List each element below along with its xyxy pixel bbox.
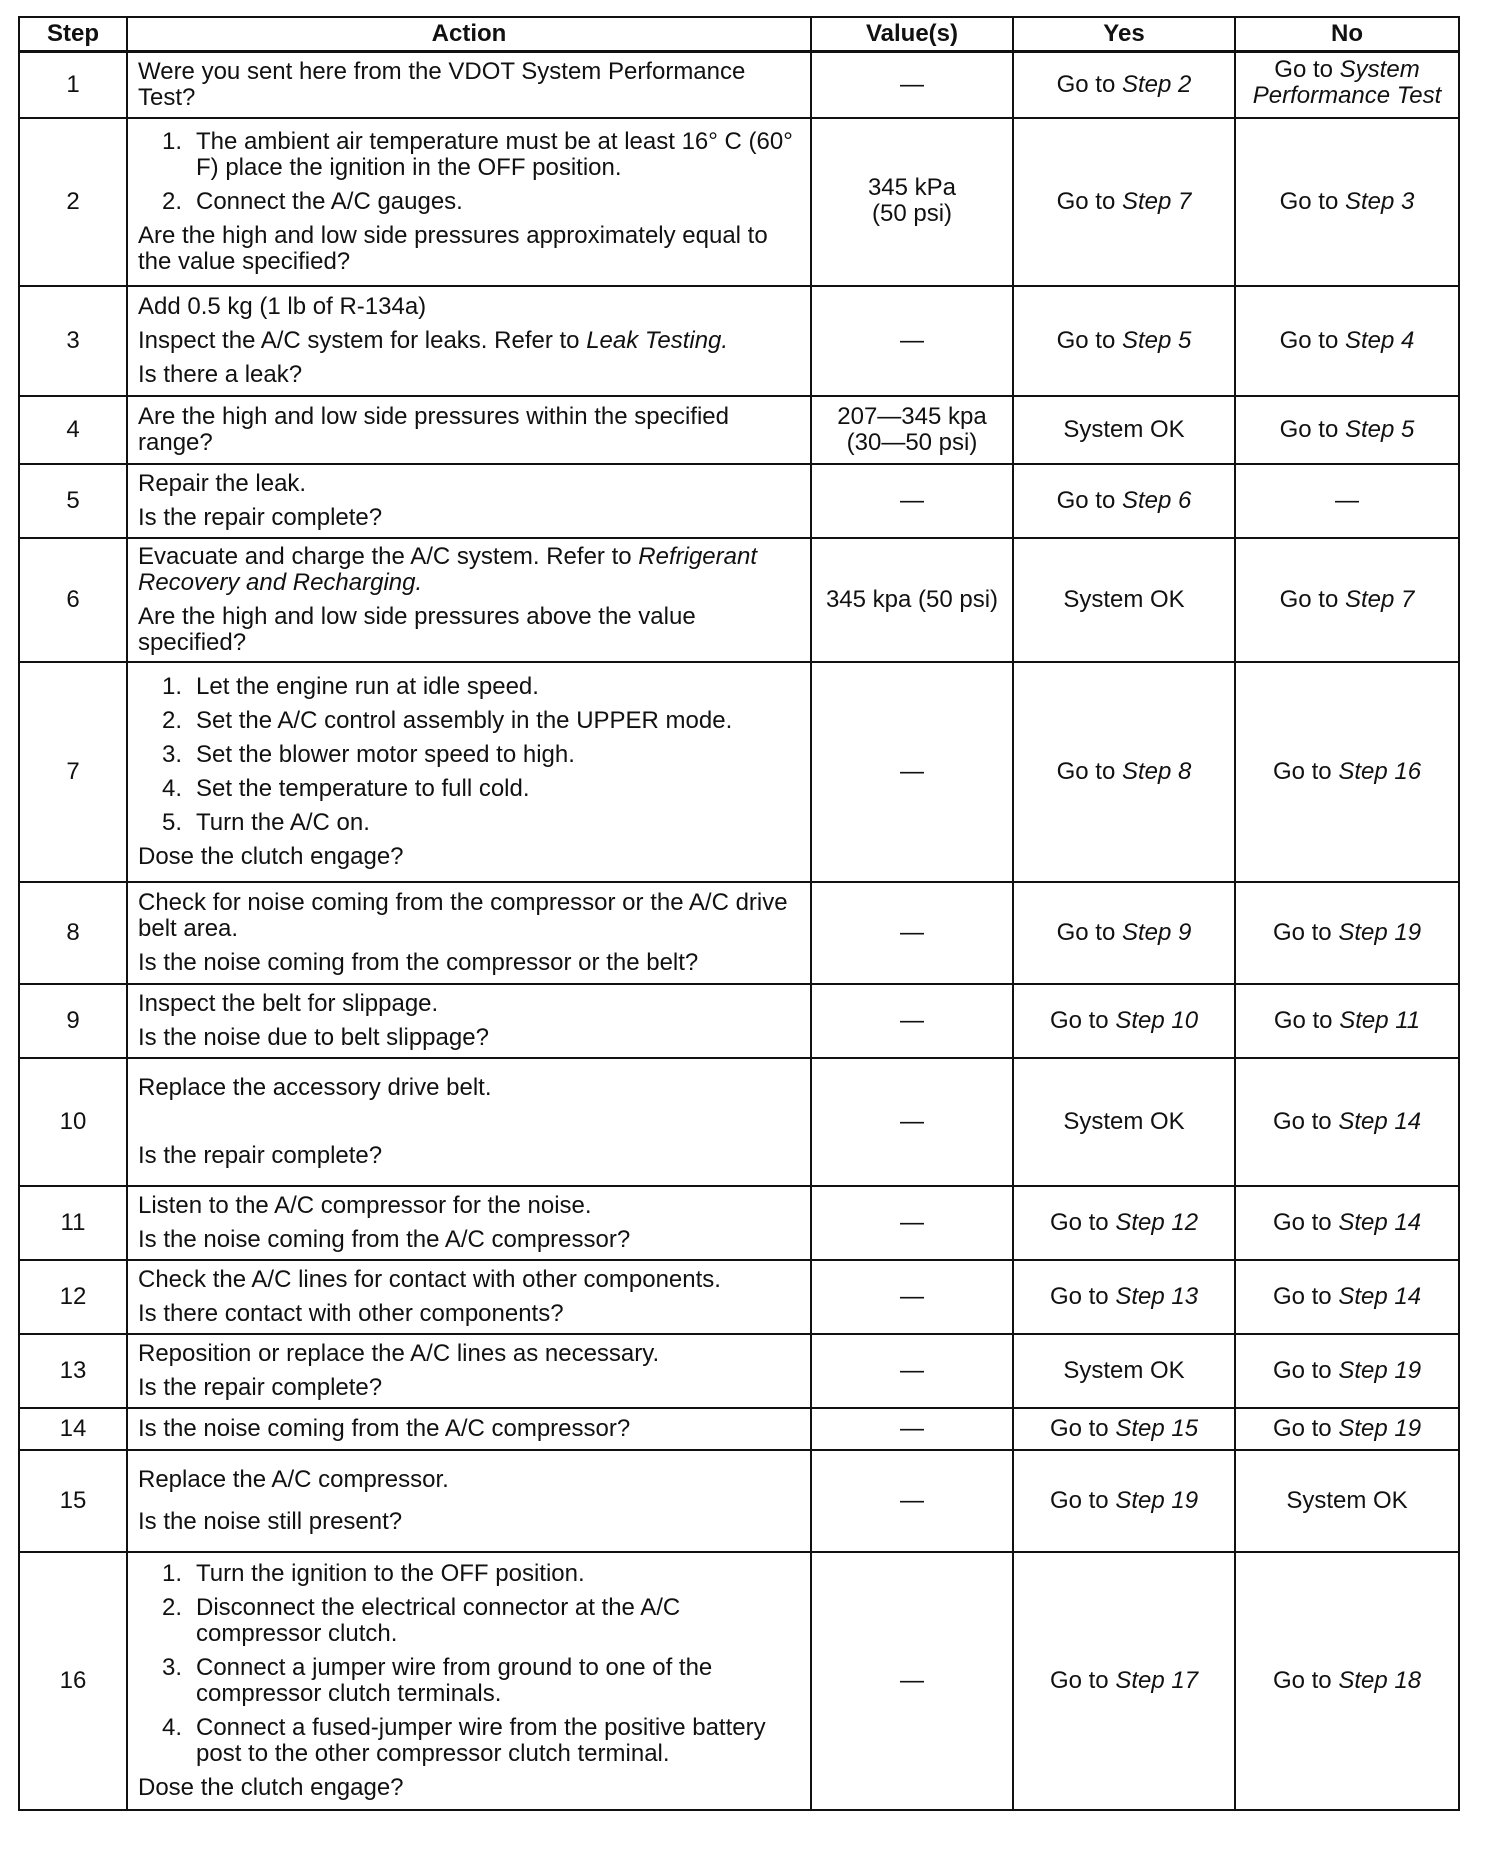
step-link: Step 19 xyxy=(1338,1414,1422,1442)
step-no xyxy=(1235,1058,1459,1186)
step-link: Step 17 xyxy=(1115,1666,1199,1694)
goto-prefix: Go to xyxy=(1272,918,1339,946)
step-link: Step 8 xyxy=(1121,757,1192,785)
step-value: — xyxy=(811,1334,1013,1408)
goto-prefix: Go to xyxy=(1049,1208,1116,1236)
action-text: Check for noise coming from the compressor or the A/C drive belt area. xyxy=(138,888,788,942)
list-item xyxy=(138,776,800,802)
goto-prefix: Go to xyxy=(1273,1006,1340,1034)
table-row xyxy=(19,1450,1459,1552)
step-number: 6 xyxy=(19,538,127,662)
question-text: Is there a leak? xyxy=(138,360,303,388)
step-value: — xyxy=(811,1408,1013,1450)
step-action xyxy=(127,286,811,396)
question-text: Are the high and low side pressures within the specified range? xyxy=(138,402,729,456)
list-item xyxy=(138,810,800,836)
step-link: Step 16 xyxy=(1338,757,1422,785)
step-yes xyxy=(1013,1260,1235,1334)
question-text: Is the repair complete? xyxy=(138,1141,383,1169)
goto-prefix: Go to xyxy=(1279,415,1345,443)
step-action xyxy=(127,464,811,538)
action-text xyxy=(138,544,800,596)
step-link: Step 15 xyxy=(1115,1414,1199,1442)
table-row xyxy=(19,1186,1459,1260)
goto-prefix: Go to xyxy=(1279,585,1345,613)
step-yes xyxy=(1013,662,1235,882)
goto-prefix: Go to xyxy=(1272,1107,1339,1135)
step-no xyxy=(1235,52,1459,118)
step-action xyxy=(127,52,811,118)
action-text: Were you sent here from the VDOT System Performance Test? xyxy=(138,57,746,111)
step-value: — xyxy=(811,52,1013,118)
header-step: Step xyxy=(19,17,127,52)
step-no xyxy=(1235,1260,1459,1334)
item-number: 5. xyxy=(162,808,183,836)
table-row xyxy=(19,396,1459,464)
step-action xyxy=(127,984,811,1058)
step-value: — xyxy=(811,1552,1013,1810)
value-line: 345 kPa xyxy=(867,173,957,201)
diagnostic-table xyxy=(18,16,1460,1811)
list-item xyxy=(138,1715,800,1767)
step-value: — xyxy=(811,1260,1013,1334)
goto-prefix: Go to xyxy=(1056,70,1122,98)
step-value xyxy=(811,396,1013,464)
step-no xyxy=(1235,1334,1459,1408)
step-action xyxy=(127,1450,811,1552)
step-number: 1 xyxy=(19,52,127,118)
spacer xyxy=(138,1109,800,1143)
step-number: 16 xyxy=(19,1552,127,1810)
list-item xyxy=(138,1655,800,1707)
step-number: 13 xyxy=(19,1334,127,1408)
item-text: Connect a fused-jumper wire from the positive battery post to the other compressor clutch terminal. xyxy=(196,1713,766,1767)
table-row xyxy=(19,662,1459,882)
table-row xyxy=(19,1058,1459,1186)
step-action xyxy=(127,882,811,984)
goto-prefix: Go to xyxy=(1056,326,1122,354)
question-text: Dose the clutch engage? xyxy=(138,842,404,870)
table-row xyxy=(19,464,1459,538)
goto-prefix: Go to xyxy=(1272,757,1339,785)
step-number: 9 xyxy=(19,984,127,1058)
step-number: 8 xyxy=(19,882,127,984)
table-row xyxy=(19,1552,1459,1810)
question-text: Is the noise due to belt slippage? xyxy=(138,1023,489,1051)
step-no xyxy=(1235,396,1459,464)
step-yes xyxy=(1013,1552,1235,1810)
item-number: 4. xyxy=(162,774,183,802)
item-text: Connect a jumper wire from ground to one of the compressor clutch terminals. xyxy=(196,1653,713,1707)
step-link: Step 5 xyxy=(1121,326,1192,354)
value-line: (50 psi) xyxy=(871,199,953,227)
step-link: Step 19 xyxy=(1115,1486,1199,1514)
item-text: Turn the A/C on. xyxy=(196,808,370,836)
step-link: System Performance Test xyxy=(1252,56,1442,109)
step-yes xyxy=(1013,1408,1235,1450)
step-yes xyxy=(1013,464,1235,538)
step-no: System OK xyxy=(1235,1450,1459,1552)
step-link: Step 9 xyxy=(1121,918,1192,946)
table-row xyxy=(19,1260,1459,1334)
reference-link: Leak Testing. xyxy=(586,326,729,354)
value-line: (30—50 psi) xyxy=(846,428,978,456)
step-no: — xyxy=(1235,464,1459,538)
item-number: 2. xyxy=(162,706,183,734)
question-text: Are the high and low side pressures above the value specified? xyxy=(138,602,696,656)
step-number: 11 xyxy=(19,1186,127,1260)
step-number: 15 xyxy=(19,1450,127,1552)
step-value: — xyxy=(811,286,1013,396)
question-text: Is the repair complete? xyxy=(138,503,383,531)
action-text: Listen to the A/C compressor for the noise. xyxy=(138,1191,592,1219)
item-number: 1. xyxy=(162,127,183,155)
step-yes xyxy=(1013,1186,1235,1260)
step-link: Step 14 xyxy=(1338,1208,1422,1236)
action-text-part: Evacuate and charge the A/C system. Refer to xyxy=(138,542,639,570)
item-text: Set the A/C control assembly in the UPPER mode. xyxy=(196,706,733,734)
step-link: Step 19 xyxy=(1338,918,1422,946)
goto-prefix: Go to xyxy=(1049,1414,1116,1442)
goto-prefix: Go to xyxy=(1279,187,1345,215)
item-text: Let the engine run at idle speed. xyxy=(196,672,539,700)
step-yes: System OK xyxy=(1013,1058,1235,1186)
step-link: Step 12 xyxy=(1115,1208,1199,1236)
header-no: No xyxy=(1235,17,1459,52)
step-no xyxy=(1235,1408,1459,1450)
table-row xyxy=(19,1408,1459,1450)
item-text: Connect the A/C gauges. xyxy=(196,187,463,215)
question-text: Is the noise coming from the compressor or the belt? xyxy=(138,948,699,976)
step-yes: System OK xyxy=(1013,538,1235,662)
header-yes: Yes xyxy=(1013,17,1235,52)
step-action xyxy=(127,118,811,286)
step-value xyxy=(811,118,1013,286)
action-text xyxy=(138,328,800,354)
step-link: Step 14 xyxy=(1338,1107,1422,1135)
goto-prefix: Go to xyxy=(1056,187,1122,215)
goto-prefix: Go to xyxy=(1056,918,1122,946)
action-text: Reposition or replace the A/C lines as necessary. xyxy=(138,1339,660,1367)
step-yes: System OK xyxy=(1013,396,1235,464)
step-link: Step 11 xyxy=(1339,1006,1421,1034)
goto-prefix: Go to xyxy=(1272,1666,1339,1694)
step-link: Step 6 xyxy=(1121,486,1192,514)
step-value: — xyxy=(811,984,1013,1058)
step-link: Step 13 xyxy=(1115,1282,1199,1310)
step-value: 345 kpa (50 psi) xyxy=(811,538,1013,662)
question-text: Is the noise coming from the A/C compressor? xyxy=(138,1225,631,1253)
value-line: 207—345 kpa xyxy=(837,402,987,430)
list-item xyxy=(138,1595,800,1647)
step-yes xyxy=(1013,52,1235,118)
list-item xyxy=(138,708,800,734)
question-text: Is there contact with other components? xyxy=(138,1299,564,1327)
goto-prefix: Go to xyxy=(1056,486,1122,514)
item-text: Set the temperature to full cold. xyxy=(196,774,530,802)
step-number: 14 xyxy=(19,1408,127,1450)
step-number: 7 xyxy=(19,662,127,882)
goto-prefix: Go to xyxy=(1274,56,1340,83)
table-row xyxy=(19,118,1459,286)
item-text: Turn the ignition to the OFF position. xyxy=(196,1559,585,1587)
item-number: 2. xyxy=(162,1593,183,1621)
step-value: — xyxy=(811,662,1013,882)
step-action xyxy=(127,1408,811,1450)
step-yes xyxy=(1013,882,1235,984)
header-action: Action xyxy=(127,17,811,52)
action-text: Check the A/C lines for contact with other components. xyxy=(138,1265,721,1293)
list-item xyxy=(138,674,800,700)
table-row xyxy=(19,52,1459,118)
step-no xyxy=(1235,662,1459,882)
step-number: 4 xyxy=(19,396,127,464)
item-number: 1. xyxy=(162,672,183,700)
list-item xyxy=(138,742,800,768)
action-text: Repair the leak. xyxy=(138,469,307,497)
step-link: Step 19 xyxy=(1338,1356,1422,1384)
step-number: 2 xyxy=(19,118,127,286)
step-yes xyxy=(1013,1450,1235,1552)
step-value: — xyxy=(811,882,1013,984)
step-number: 5 xyxy=(19,464,127,538)
item-number: 3. xyxy=(162,1653,183,1681)
step-link: Step 18 xyxy=(1338,1666,1422,1694)
step-action xyxy=(127,1334,811,1408)
action-text: Replace the A/C compressor. xyxy=(138,1465,449,1493)
list-item xyxy=(138,129,800,181)
question-text: Is the repair complete? xyxy=(138,1373,383,1401)
step-action xyxy=(127,1260,811,1334)
item-text: Disconnect the electrical connector at the A/C compressor clutch. xyxy=(196,1593,681,1647)
step-action xyxy=(127,1186,811,1260)
step-yes xyxy=(1013,118,1235,286)
step-no xyxy=(1235,1186,1459,1260)
goto-prefix: Go to xyxy=(1049,1486,1116,1514)
goto-prefix: Go to xyxy=(1049,1282,1116,1310)
step-link: Step 2 xyxy=(1121,70,1192,98)
question-text: Dose the clutch engage? xyxy=(138,1773,404,1801)
step-yes: System OK xyxy=(1013,1334,1235,1408)
goto-prefix: Go to xyxy=(1056,757,1122,785)
step-action xyxy=(127,396,811,464)
step-link: Step 10 xyxy=(1115,1006,1199,1034)
goto-prefix: Go to xyxy=(1272,1356,1339,1384)
list-item xyxy=(138,189,800,215)
action-text: Replace the accessory drive belt. xyxy=(138,1073,492,1101)
step-link: Step 5 xyxy=(1344,415,1415,443)
step-no xyxy=(1235,118,1459,286)
goto-prefix: Go to xyxy=(1272,1414,1339,1442)
step-no xyxy=(1235,1552,1459,1810)
step-value: — xyxy=(811,1186,1013,1260)
table-row xyxy=(19,286,1459,396)
step-number: 3 xyxy=(19,286,127,396)
item-number: 3. xyxy=(162,740,183,768)
step-value: — xyxy=(811,464,1013,538)
table-row xyxy=(19,538,1459,662)
table-row xyxy=(19,984,1459,1058)
step-yes xyxy=(1013,984,1235,1058)
step-link: Step 7 xyxy=(1344,585,1415,613)
step-action xyxy=(127,1552,811,1810)
item-number: 1. xyxy=(162,1559,183,1587)
goto-prefix: Go to xyxy=(1049,1006,1116,1034)
question-text: Is the noise still present? xyxy=(138,1507,403,1535)
question-text: Are the high and low side pressures approximately equal to the value specified? xyxy=(138,221,768,275)
item-text: Set the blower motor speed to high. xyxy=(196,740,575,768)
header-row xyxy=(19,17,1459,52)
item-text: The ambient air temperature must be at least 16° C (60° F) place the ignition in the OFF position. xyxy=(196,127,793,181)
step-no xyxy=(1235,984,1459,1058)
item-number: 4. xyxy=(162,1713,183,1741)
step-yes xyxy=(1013,286,1235,396)
step-no xyxy=(1235,882,1459,984)
step-number: 10 xyxy=(19,1058,127,1186)
action-text-part: Inspect the A/C system for leaks. Refer to xyxy=(138,326,587,354)
step-value: — xyxy=(811,1450,1013,1552)
goto-prefix: Go to xyxy=(1272,1282,1339,1310)
action-text: Inspect the belt for slippage. xyxy=(138,989,439,1017)
question-text: Is the noise coming from the A/C compressor? xyxy=(138,1414,631,1442)
header-values: Value(s) xyxy=(811,17,1013,52)
step-number: 12 xyxy=(19,1260,127,1334)
step-action xyxy=(127,1058,811,1186)
goto-prefix: Go to xyxy=(1279,326,1345,354)
list-item xyxy=(138,1561,800,1587)
goto-prefix: Go to xyxy=(1049,1666,1116,1694)
goto-prefix: Go to xyxy=(1272,1208,1339,1236)
step-action xyxy=(127,538,811,662)
action-text: Add 0.5 kg (1 lb of R-134a) xyxy=(138,292,427,320)
step-value: — xyxy=(811,1058,1013,1186)
table-row xyxy=(19,882,1459,984)
step-link: Step 14 xyxy=(1338,1282,1422,1310)
reference-link: Refrigerant Recovery and Recharging. xyxy=(138,542,757,596)
step-link: Step 7 xyxy=(1121,187,1192,215)
step-no xyxy=(1235,538,1459,662)
table-row xyxy=(19,1334,1459,1408)
step-no xyxy=(1235,286,1459,396)
step-link: Step 3 xyxy=(1344,187,1415,215)
step-action xyxy=(127,662,811,882)
step-link: Step 4 xyxy=(1344,326,1415,354)
item-number: 2. xyxy=(162,187,183,215)
